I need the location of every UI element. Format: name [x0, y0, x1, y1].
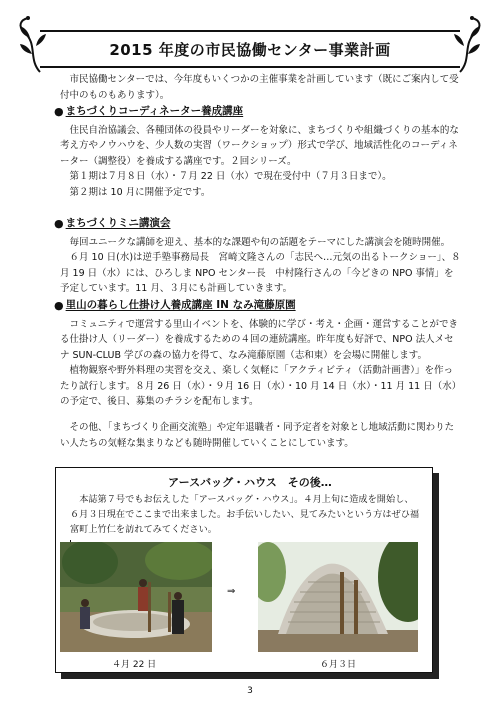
photo-caption: ４月 22 日	[112, 660, 157, 670]
section-heading: ● 里山の暮らし仕掛け人養成講座 IN なみ滝藤原園	[54, 299, 296, 312]
section-coordinator-course	[54, 104, 462, 200]
intro-paragraph	[60, 72, 460, 104]
section-paragraph: 第２期は 10 月に開催予定です。	[69, 186, 211, 198]
section-paragraph: 第１期は７月８日（水）・７月 22 日（水）で現在受付中（７月３日まで）。	[69, 171, 392, 182]
section-heading: ● まちづくりミニ講演会	[54, 217, 171, 230]
bullet-icon: ●	[54, 217, 64, 230]
section-heading: ● まちづくりコーディネーター養成講座	[54, 105, 244, 118]
photo-caption: ６月３日	[320, 660, 357, 670]
page-number: 3	[247, 686, 253, 696]
bullet-icon: ●	[54, 105, 64, 118]
section-paragraph: ６月 10 日(水)は逆手塾事務局長 宮崎文隆さんの「志民へ…元気の出るトークショー」、８月 19 日（水）には、ひろしま NPO センター長 中村隆行さんの「今どきの NPO 事情」を予定しています。11 月、３月にも計画していきます。	[60, 252, 461, 294]
section-satoyama-course	[54, 298, 462, 410]
section-paragraph: 住民自治協議会、各種団体の役員やリーダーを対象に、まちづくりや組織づくりの基本的な考え方やノウハウを、少人数の実習（ワークショップ）形式で学び、地域活性化のコーディネーター（調整役）を養成する講座です。２回シリーズ。	[60, 124, 459, 167]
box-description: 本誌第７号でもお伝えした「アースバッグ・ハウス」。４月上旬に造成を開始し、６月３日現在でここまで出来ました。お手伝いしたい、見てみたいという方はぜひ福富町上竹仁を訪れてみてください。	[70, 494, 420, 535]
section-mini-lecture	[54, 216, 462, 297]
box-heading: アースバッグ・ハウス その後…	[168, 476, 332, 489]
photo-april-construction	[60, 542, 212, 652]
closing-text: その他、「まちづくり企画交流塾」や定年退職者・同予定者を対象とし地域活動に関わりたい人たちの気軽な集まりなども随時開催していくことにしています。	[60, 422, 455, 449]
section-paragraph: 植物観察や野外料理の実習を交え、楽しく気軽に「アクティビティ（活動計画書）」を作ったり試行します。８月 26 日（水）・９月 16 日（水）・10 月 14 日（水）・11 月 11 日（水）の予定で、後日、募集のチラシを配布します。	[60, 365, 462, 407]
arrow-icon: ⇒	[227, 586, 236, 597]
photo-june-progress	[258, 542, 418, 652]
page-title: 2015 年度の市民協働センター事業計画	[109, 40, 391, 59]
title-banner	[40, 30, 460, 68]
section-paragraph: 毎回ユニークな講師を迎え、基本的な課題や旬の話題をテーマにした講演会を随時開催。	[69, 236, 451, 248]
intro-text: 市民協働センターでは、今年度もいくつかの主催事業を計画しています（既にご案内して受付中のものもあります）。	[60, 74, 459, 101]
section-paragraph: コミュニティで運営する里山イベントを、体験的に学び・考え・企画・運営することができる仕掛け人（リーダー）を養成するための４回の連続講座。昨年度も好評で、NPO 法人メセナ SUN-CLUB 学びの森の協力を得て、なみ滝藤原園（志和東）を会場に開催します。	[60, 318, 459, 361]
bullet-icon: ●	[54, 299, 64, 312]
closing-paragraph	[60, 420, 462, 451]
